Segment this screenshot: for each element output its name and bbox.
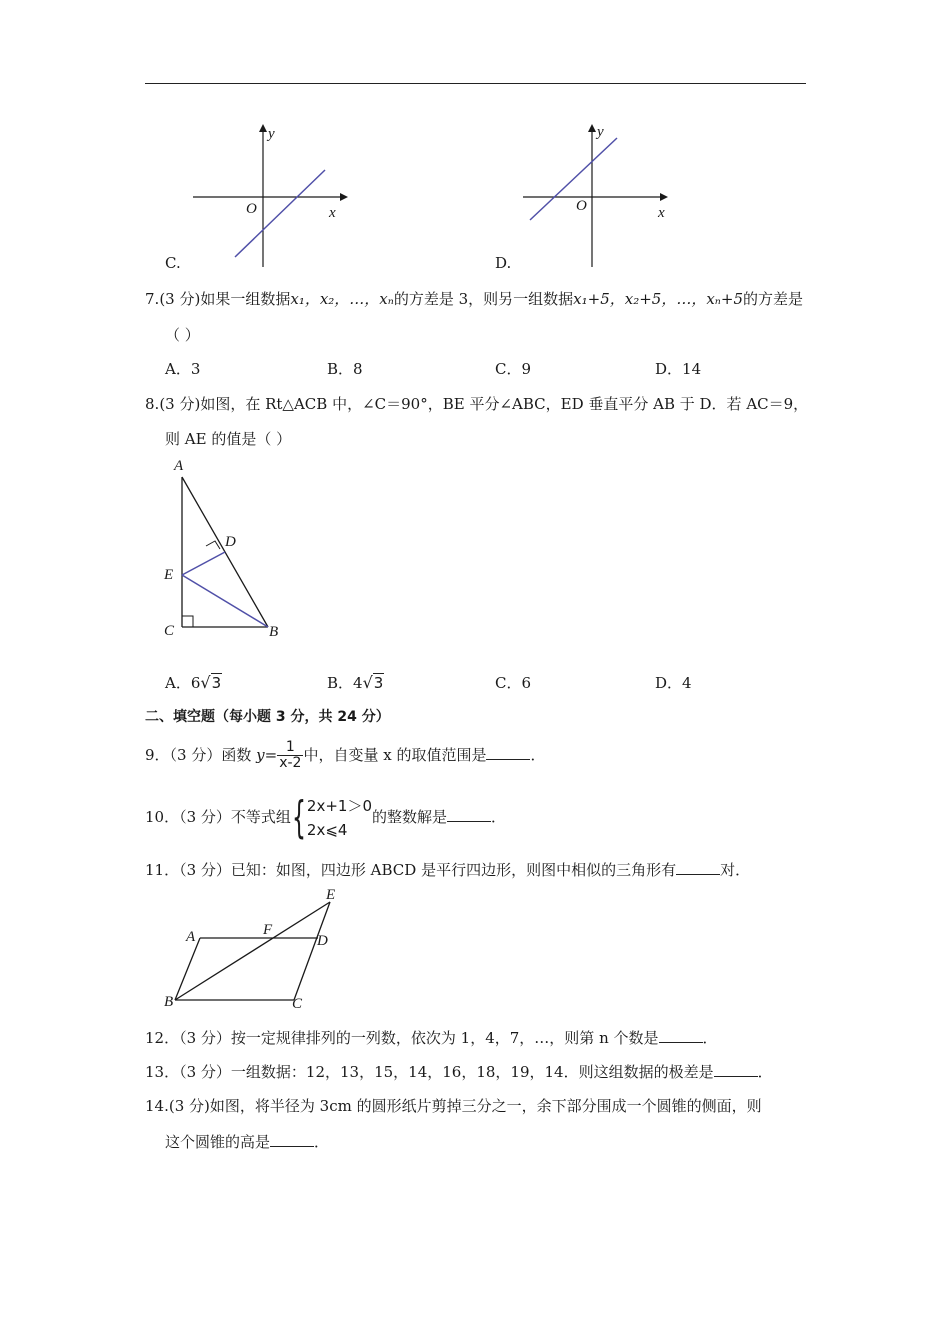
section-2-heading: 二、填空题（每小题 3 分，共 24 分）	[145, 709, 390, 725]
q8-stem-line2: 则 AE 的值是（ ）	[165, 430, 292, 448]
q10-number: 10．	[145, 808, 180, 826]
q12: 12．（3 分）按一定规律排列的一列数，依次为 1，4，7，…，则第 n 个数是 ．	[145, 1029, 718, 1047]
q7-text-c: 的方差是	[743, 290, 804, 308]
q11: 11．（3 分）已知：如图，四边形 ABCD 是平行四边形，则图中相似的三角形有 对．	[145, 861, 751, 879]
q7-answer-paren: （ ）	[165, 326, 200, 344]
graph-d-x-label: x	[658, 205, 665, 221]
q8-line1-text: 如图，在 Rt△ACB 中，∠C＝90°，BE 平分∠ABC，ED 垂直平分 AB 于 D．若 AC＝9，	[200, 395, 809, 413]
q13-number: 13．	[145, 1063, 180, 1081]
q11-parallelogram-figure	[160, 882, 360, 1012]
graph-c-figure	[190, 122, 350, 272]
q10-brace: {	[291, 792, 306, 843]
q13-score: （3 分）	[179, 1063, 231, 1081]
q7-option-d: D．14	[655, 360, 702, 378]
q11-label-c: C	[292, 996, 303, 1012]
q8-label-b: B	[269, 624, 279, 640]
q9-score: （3 分）	[169, 745, 222, 764]
q13: 13．（3 分）一组数据：12，13，15，14，16，18，19，14．则这组数据的极差是 ．	[145, 1063, 773, 1081]
q11-label-d: D	[317, 933, 328, 949]
q7-stem	[145, 288, 803, 309]
q9-answer-blank[interactable]	[486, 745, 530, 760]
q8-score: (3 分)	[159, 395, 201, 413]
q6-option-d-label: D.	[495, 254, 512, 272]
graph-c-origin-label: O	[246, 201, 257, 217]
q11-label-e: E	[326, 887, 336, 903]
q12-number: 12．	[145, 1029, 180, 1047]
q10-score: （3 分）	[179, 808, 231, 826]
q14-score: (3 分)	[168, 1097, 210, 1115]
q7-option-a: A．3	[165, 360, 201, 378]
q8-option-c: C．6	[495, 674, 532, 692]
q11-label-a: A	[186, 929, 196, 945]
graph-d-figure	[520, 122, 680, 272]
q7-text-b: 的方差是 3，则另一组数据	[393, 290, 574, 308]
q8-triangle-figure	[160, 455, 300, 645]
q7-option-c: C．9	[495, 360, 532, 378]
q12-answer-blank[interactable]	[659, 1028, 703, 1043]
q8-option-d: D．4	[655, 674, 692, 692]
q8-label-c: C	[164, 623, 175, 639]
q14-line2: 这个圆锥的高是 ．	[165, 1133, 330, 1151]
q7-number: 7.	[145, 290, 160, 308]
q11-label-b: B	[164, 994, 174, 1010]
q8-stem-line1	[145, 393, 808, 414]
q7-vars: x₁，x₂，…，xₙ	[290, 290, 394, 308]
q8-number: 8.	[145, 395, 160, 413]
graph-c-x-label: x	[329, 205, 336, 221]
q8-label-e: E	[164, 567, 174, 583]
q11-answer-blank[interactable]	[676, 860, 720, 875]
q10-answer-blank[interactable]	[447, 807, 491, 822]
q8-option-a: A．6√3	[165, 673, 222, 692]
q10-inequality-system: 2x+1＞0 2x⩽4	[306, 797, 372, 839]
header-rule	[145, 83, 806, 84]
q11-number: 11．	[145, 861, 180, 879]
q6-option-c-label: C.	[165, 254, 181, 272]
q10: 10．（3 分）不等式组{ 2x+1＞0 2x⩽4 的整数解是 ．	[145, 792, 507, 843]
q13-answer-blank[interactable]	[714, 1062, 758, 1077]
q11-score: （3 分）	[179, 861, 231, 879]
graph-d-origin-label: O	[576, 198, 587, 214]
q14-answer-blank[interactable]	[270, 1132, 314, 1147]
q9-number: 9．	[145, 745, 170, 764]
q14-number: 14.	[145, 1097, 169, 1115]
q9: 9．（3 分）函数 y= $\frac{1}{x-2}$ 中，自变量 x 的取值范围是 ．	[145, 739, 546, 772]
q7-text-a: 如果一组数据	[200, 290, 291, 308]
q14-line1: 14.(3 分)如图，将半径为 3cm 的圆形纸片剪掉三分之一，余下部分围成一个圆锥的侧面，则	[145, 1097, 762, 1115]
q9-fraction: $\frac{1}{x-2}$	[279, 739, 302, 772]
q8-label-a: A	[174, 458, 184, 474]
q8-label-d: D	[225, 534, 236, 550]
q7-score: (3 分)	[159, 290, 201, 308]
graph-c-y-label: y	[268, 126, 275, 142]
q12-score: （3 分）	[179, 1029, 231, 1047]
q7-vars2: x₁+5，x₂+5，…，xₙ+5	[573, 290, 743, 308]
graph-d-y-label: y	[597, 124, 604, 140]
q7-option-b: B．8	[327, 360, 363, 378]
q11-label-f: F	[263, 922, 273, 938]
q8-option-b: B．4√3	[327, 673, 384, 692]
